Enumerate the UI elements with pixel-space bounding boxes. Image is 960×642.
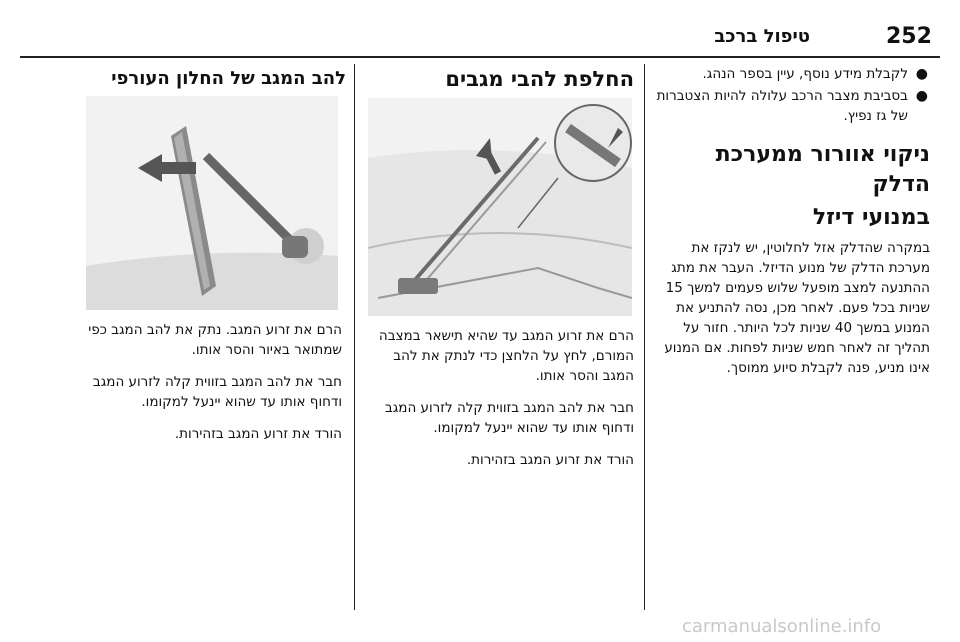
column-divider-right — [644, 64, 645, 610]
right-column — [654, 64, 930, 390]
rear-wiper-paragraph-3: הורד את זרוע המגב בזהירות. — [174, 426, 342, 442]
section-heading-wiper-blades: החלפת להבי מגבים — [445, 67, 634, 91]
wiper-paragraph-2: חבר את להב המגב בזווית קלה לזרוע המגב ודחוף אותו עד שהוא יינעל למקומו. — [384, 400, 634, 436]
header-rule — [20, 56, 940, 58]
fuel-bleed-paragraph: במקרה שהדלק אזל לחלוטין, יש לנקז את מערכת הדלק של מנוע הדיזל. העבר את מתג ההתנעה למצב מופעל שלוש פעמים למשך 15 שניות בכל פעם. לאחר מכן, נסה להתניע את המנוע במשך 40 שניות לכל היותר. חזור על תהליך זה לאחר חמש שניות לפחות. אם המנוע אינו מניע, פנה לקבלת סיוע ממוסך. — [664, 240, 930, 376]
rear-wiper-illustration — [86, 96, 338, 310]
middle-column — [366, 64, 634, 94]
bullet-item — [654, 64, 930, 84]
section-heading-fuel-bleed: ניקוי אוורור ממערכת הדלק — [715, 142, 930, 197]
running-title: טיפול ברכב — [714, 26, 810, 47]
watermark-text: carmanualsonline.info — [682, 616, 882, 637]
windshield-wiper-illustration — [368, 98, 632, 316]
bullet-text: בסביבת מצבר הרכב עלולה להיות הצטברות של גז נפיץ. — [656, 88, 908, 124]
bullet-dot-icon: ● — [915, 88, 928, 104]
bullet-item — [654, 86, 930, 126]
rear-wiper-paragraph-2: חבר את להב המגב בזווית קלה לזרוע המגב ודחוף אותו עד שהוא יינעל למקומו. — [92, 374, 342, 410]
windshield-wiper-figure — [368, 98, 632, 316]
wiper-paragraph-3: הורד את זרוע המגב בזהירות. — [466, 452, 634, 468]
page-number: 252 — [886, 24, 932, 49]
rear-wiper-figure — [86, 96, 338, 310]
section-subheading-diesel: במנועי דיזל — [812, 205, 930, 230]
wiper-paragraph-1: הרם את זרוע המגב עד שהיא תישאר במצבה המורם, לחץ על הלחצן כדי לנתק את להב המגב והסר אותו. — [378, 328, 634, 384]
bullet-dot-icon: ● — [915, 66, 928, 82]
rear-wiper-paragraph-1: הרם את זרוע המגב. נתק את להב המגב כפי שמתואר באיור והסר אותו. — [88, 322, 342, 358]
left-column-text — [84, 320, 342, 456]
middle-column-text — [366, 326, 634, 482]
page-header — [0, 0, 960, 58]
bullet-text: לקבלת מידע נוסף, עיין בספר הנהג. — [702, 66, 908, 82]
left-column — [84, 64, 346, 94]
column-divider-left — [354, 64, 355, 610]
section-heading-rear-wiper: להב המגב של החלון העורפי — [111, 68, 346, 89]
